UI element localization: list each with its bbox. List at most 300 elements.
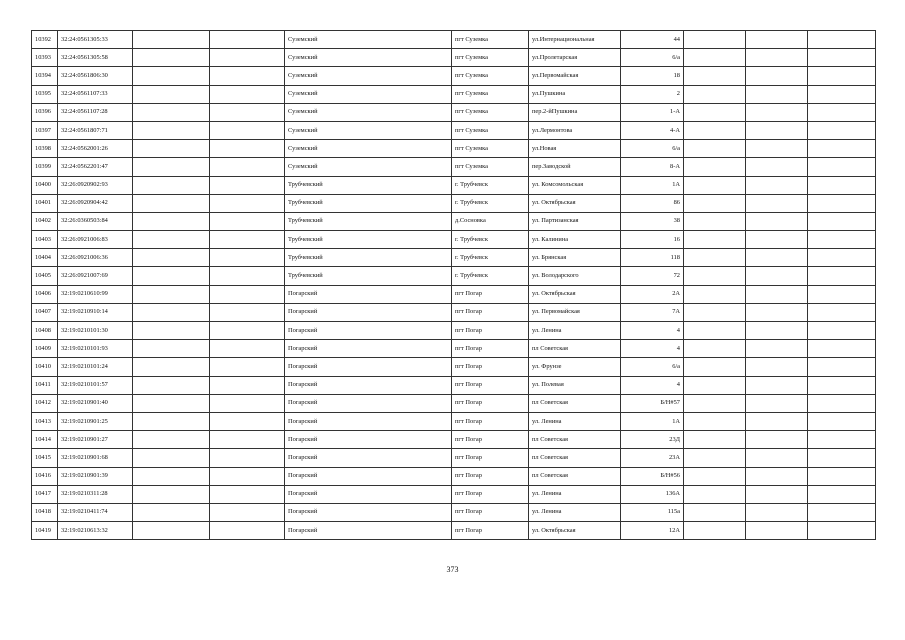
empty-cell [746,140,808,158]
empty-cell [133,322,210,340]
empty-cell [684,249,746,267]
empty-cell [684,322,746,340]
cadastral-number-cell: 32:24:0561305:58 [58,49,133,67]
street-cell: пл Советская [529,467,621,485]
locality-cell: пгт Суземка [452,85,529,103]
street-cell: пер.2-йПушкина [529,103,621,121]
empty-cell [684,522,746,540]
district-cell: Трубчевский [285,267,452,285]
table-row [32,212,876,230]
empty-cell [808,340,876,358]
empty-cell [684,212,746,230]
empty-cell [808,431,876,449]
locality-cell: пгт Погар [452,467,529,485]
empty-cell [684,431,746,449]
district-cell: Погарский [285,485,452,503]
empty-cell [808,303,876,321]
district-cell: Трубчевский [285,194,452,212]
empty-cell [746,194,808,212]
row-number-cell: 10393 [32,49,58,67]
street-cell: ул. Партизанская [529,212,621,230]
table-row [32,394,876,412]
empty-cell [133,212,210,230]
house-number-cell: 44 [621,31,684,49]
house-number-cell: 4 [621,340,684,358]
empty-cell [210,67,285,85]
empty-cell [210,212,285,230]
cadastral-number-cell: 32:26:0921006:36 [58,249,133,267]
row-number-cell: 10394 [32,67,58,85]
empty-cell [133,249,210,267]
page-number: 373 [446,565,459,574]
empty-cell [684,340,746,358]
empty-cell [746,303,808,321]
district-cell: Суземский [285,85,452,103]
empty-cell [746,358,808,376]
locality-cell: пгт Суземка [452,31,529,49]
locality-cell: пгт Погар [452,431,529,449]
empty-cell [133,267,210,285]
empty-cell [684,140,746,158]
empty-cell [808,121,876,139]
empty-cell [684,85,746,103]
empty-cell [133,231,210,249]
house-number-cell: Б/Н#56 [621,467,684,485]
empty-cell [210,485,285,503]
district-cell: Погарский [285,449,452,467]
empty-cell [808,358,876,376]
empty-cell [133,412,210,430]
empty-cell [746,322,808,340]
house-number-cell: 23А [621,449,684,467]
table-row [32,412,876,430]
district-cell: Суземский [285,49,452,67]
house-number-cell: 2А [621,285,684,303]
street-cell: ул. Октябрьская [529,522,621,540]
locality-cell: пгт Погар [452,303,529,321]
empty-cell [210,467,285,485]
empty-cell [746,503,808,521]
cadastral-number-cell: 32:26:0921007:69 [58,267,133,285]
empty-cell [210,49,285,67]
empty-cell [746,249,808,267]
row-number-cell: 10418 [32,503,58,521]
row-number-cell: 10398 [32,140,58,158]
locality-cell: г. Трубчевск [452,267,529,285]
table-row [32,267,876,285]
empty-cell [746,285,808,303]
empty-cell [210,249,285,267]
house-number-cell: 6/а [621,358,684,376]
district-cell: Суземский [285,158,452,176]
cadastral-number-cell: 32:19:0210101:57 [58,376,133,394]
empty-cell [133,176,210,194]
street-cell: ул.Новая [529,140,621,158]
row-number-cell: 10411 [32,376,58,394]
empty-cell [133,103,210,121]
district-cell: Суземский [285,121,452,139]
district-cell: Погарский [285,376,452,394]
district-cell: Погарский [285,322,452,340]
empty-cell [746,267,808,285]
empty-cell [210,522,285,540]
empty-cell [808,485,876,503]
empty-cell [133,194,210,212]
empty-cell [746,485,808,503]
row-number-cell: 10404 [32,249,58,267]
empty-cell [808,103,876,121]
empty-cell [210,285,285,303]
district-cell: Погарский [285,522,452,540]
cadastral-number-cell: 32:19:0210101:30 [58,322,133,340]
street-cell: ул. Полевая [529,376,621,394]
empty-cell [808,231,876,249]
empty-cell [133,449,210,467]
empty-cell [746,522,808,540]
house-number-cell: 6/а [621,140,684,158]
empty-cell [746,158,808,176]
cadastral-number-cell: 32:26:0360503:84 [58,212,133,230]
cadastral-number-cell: 32:19:0210613:32 [58,522,133,540]
empty-cell [684,67,746,85]
locality-cell: пгт Погар [452,394,529,412]
empty-cell [746,431,808,449]
row-number-cell: 10403 [32,231,58,249]
empty-cell [808,412,876,430]
empty-cell [684,449,746,467]
district-cell: Погарский [285,467,452,485]
empty-cell [684,103,746,121]
district-cell: Трубчевский [285,176,452,194]
district-cell: Погарский [285,431,452,449]
street-cell: ул. Ленина [529,412,621,430]
cadastral-number-cell: 32:19:0210311:28 [58,485,133,503]
house-number-cell: 12А [621,522,684,540]
house-number-cell: 136А [621,485,684,503]
row-number-cell: 10395 [32,85,58,103]
empty-cell [808,503,876,521]
street-cell: ул.Пролетарская [529,49,621,67]
empty-cell [133,49,210,67]
empty-cell [746,212,808,230]
table-row [32,340,876,358]
street-cell: ул.Пушкина [529,85,621,103]
cadastral-number-cell: 32:19:0210101:93 [58,340,133,358]
district-cell: Погарский [285,503,452,521]
table-row [32,376,876,394]
cadastral-number-cell: 32:24:0561305:33 [58,31,133,49]
cadastral-number-cell: 32:19:0210901:68 [58,449,133,467]
cadastral-number-cell: 32:24:0561107:28 [58,103,133,121]
table-row [32,140,876,158]
house-number-cell: 2 [621,85,684,103]
house-number-cell: 1-А [621,103,684,121]
locality-cell: пгт Суземка [452,158,529,176]
locality-cell: пгт Погар [452,412,529,430]
cadastral-number-cell: 32:26:0920902:93 [58,176,133,194]
empty-cell [133,376,210,394]
empty-cell [133,67,210,85]
street-cell: ул. Калинина [529,231,621,249]
empty-cell [210,503,285,521]
row-number-cell: 10406 [32,285,58,303]
empty-cell [210,85,285,103]
house-number-cell: 4 [621,322,684,340]
empty-cell [133,85,210,103]
locality-cell: пгт Суземка [452,49,529,67]
cadastral-number-cell: 32:19:0210901:25 [58,412,133,430]
table-row [32,285,876,303]
locality-cell: д.Сосновка [452,212,529,230]
table-row [32,522,876,540]
house-number-cell: 16 [621,231,684,249]
empty-cell [210,340,285,358]
locality-cell: пгт Погар [452,285,529,303]
empty-cell [684,303,746,321]
table-row [32,67,876,85]
row-number-cell: 10412 [32,394,58,412]
district-cell: Суземский [285,31,452,49]
table-row [32,158,876,176]
house-number-cell: 7А [621,303,684,321]
empty-cell [746,85,808,103]
street-cell: ул.Первомайская [529,67,621,85]
street-cell: ул. Первомайская [529,303,621,321]
row-number-cell: 10397 [32,121,58,139]
empty-cell [746,176,808,194]
empty-cell [746,121,808,139]
empty-cell [210,322,285,340]
empty-cell [808,194,876,212]
empty-cell [133,140,210,158]
empty-cell [808,467,876,485]
empty-cell [210,267,285,285]
empty-cell [808,49,876,67]
empty-cell [746,103,808,121]
row-number-cell: 10410 [32,358,58,376]
empty-cell [684,31,746,49]
locality-cell: пгт Суземка [452,103,529,121]
cadastral-number-cell: 32:19:0210411:74 [58,503,133,521]
house-number-cell: 86 [621,194,684,212]
row-number-cell: 10392 [32,31,58,49]
empty-cell [808,158,876,176]
empty-cell [210,431,285,449]
district-cell: Трубчевский [285,212,452,230]
table-row [32,103,876,121]
row-number-cell: 10399 [32,158,58,176]
district-cell: Погарский [285,412,452,430]
locality-cell: пгт Погар [452,358,529,376]
registry-table [31,30,876,540]
row-number-cell: 10409 [32,340,58,358]
empty-cell [210,231,285,249]
street-cell: пер.Заводской [529,158,621,176]
table-body [32,31,876,540]
empty-cell [746,376,808,394]
row-number-cell: 10407 [32,303,58,321]
cadastral-number-cell: 32:24:0562001:26 [58,140,133,158]
empty-cell [133,522,210,540]
empty-cell [210,103,285,121]
empty-cell [210,140,285,158]
cadastral-number-cell: 32:24:0562201:47 [58,158,133,176]
empty-cell [210,358,285,376]
empty-cell [133,358,210,376]
district-cell: Суземский [285,140,452,158]
cadastral-number-cell: 32:24:0561107:33 [58,85,133,103]
empty-cell [210,303,285,321]
street-cell: ул.Интернациональная [529,31,621,49]
house-number-cell: 6/а [621,49,684,67]
cadastral-number-cell: 32:19:0210610:99 [58,285,133,303]
empty-cell [808,212,876,230]
house-number-cell: 8-А [621,158,684,176]
empty-cell [133,467,210,485]
cadastral-number-cell: 32:19:0210901:27 [58,431,133,449]
street-cell: пл Советская [529,340,621,358]
table-row [32,303,876,321]
empty-cell [133,485,210,503]
table-row [32,467,876,485]
empty-cell [808,31,876,49]
locality-cell: пгт Погар [452,340,529,358]
empty-cell [684,485,746,503]
empty-cell [684,358,746,376]
empty-cell [133,340,210,358]
house-number-cell: Б/Н#57 [621,394,684,412]
table-row [32,176,876,194]
row-number-cell: 10415 [32,449,58,467]
empty-cell [210,31,285,49]
empty-cell [133,303,210,321]
house-number-cell: 23Д [621,431,684,449]
empty-cell [808,522,876,540]
row-number-cell: 10417 [32,485,58,503]
street-cell: ул. Ленина [529,485,621,503]
empty-cell [684,467,746,485]
cadastral-number-cell: 32:19:0210901:39 [58,467,133,485]
house-number-cell: 1А [621,412,684,430]
empty-cell [746,394,808,412]
empty-cell [684,503,746,521]
empty-cell [808,67,876,85]
row-number-cell: 10408 [32,322,58,340]
cadastral-number-cell: 32:26:0921006:83 [58,231,133,249]
locality-cell: пгт Суземка [452,67,529,85]
table-row [32,85,876,103]
district-cell: Суземский [285,67,452,85]
empty-cell [746,467,808,485]
table-row [32,231,876,249]
district-cell: Погарский [285,394,452,412]
table-row [32,31,876,49]
district-cell: Погарский [285,340,452,358]
house-number-cell: 4-А [621,121,684,139]
empty-cell [808,394,876,412]
empty-cell [684,285,746,303]
empty-cell [684,176,746,194]
locality-cell: пгт Погар [452,503,529,521]
table-row [32,431,876,449]
row-number-cell: 10405 [32,267,58,285]
house-number-cell: 38 [621,212,684,230]
empty-cell [808,285,876,303]
street-cell: ул.Лермонтова [529,121,621,139]
empty-cell [210,121,285,139]
house-number-cell: 72 [621,267,684,285]
row-number-cell: 10396 [32,103,58,121]
row-number-cell: 10401 [32,194,58,212]
street-cell: ул. Октябрьская [529,285,621,303]
empty-cell [133,121,210,139]
empty-cell [808,267,876,285]
empty-cell [684,267,746,285]
house-number-cell: 118 [621,249,684,267]
empty-cell [684,194,746,212]
empty-cell [684,121,746,139]
cadastral-number-cell: 32:19:0210910:14 [58,303,133,321]
table-row [32,358,876,376]
empty-cell [210,176,285,194]
empty-cell [133,158,210,176]
row-number-cell: 10413 [32,412,58,430]
empty-cell [746,231,808,249]
empty-cell [808,322,876,340]
empty-cell [210,158,285,176]
row-number-cell: 10402 [32,212,58,230]
locality-cell: пгт Погар [452,485,529,503]
street-cell: ул. Фрунзе [529,358,621,376]
empty-cell [746,31,808,49]
row-number-cell: 10419 [32,522,58,540]
row-number-cell: 10400 [32,176,58,194]
cadastral-number-cell: 32:19:0210901:40 [58,394,133,412]
table-row [32,249,876,267]
row-number-cell: 10416 [32,467,58,485]
district-cell: Погарский [285,303,452,321]
empty-cell [210,376,285,394]
empty-cell [133,431,210,449]
empty-cell [746,49,808,67]
locality-cell: г. Трубчевск [452,194,529,212]
table-row [32,322,876,340]
empty-cell [808,140,876,158]
empty-cell [210,194,285,212]
empty-cell [133,31,210,49]
locality-cell: г. Трубчевск [452,176,529,194]
locality-cell: пгт Погар [452,322,529,340]
empty-cell [210,412,285,430]
table-row [32,503,876,521]
empty-cell [746,412,808,430]
empty-cell [808,85,876,103]
street-cell: ул. Брянская [529,249,621,267]
empty-cell [746,67,808,85]
street-cell: пл Советская [529,394,621,412]
street-cell: ул. Октябрьская [529,194,621,212]
house-number-cell: 1А [621,176,684,194]
district-cell: Погарский [285,358,452,376]
locality-cell: пгт Суземка [452,121,529,139]
locality-cell: г. Трубчевск [452,231,529,249]
empty-cell [808,376,876,394]
house-number-cell: 115а [621,503,684,521]
cadastral-number-cell: 32:19:0210101:24 [58,358,133,376]
street-cell: ул. Ленина [529,503,621,521]
table-row [32,485,876,503]
empty-cell [684,158,746,176]
